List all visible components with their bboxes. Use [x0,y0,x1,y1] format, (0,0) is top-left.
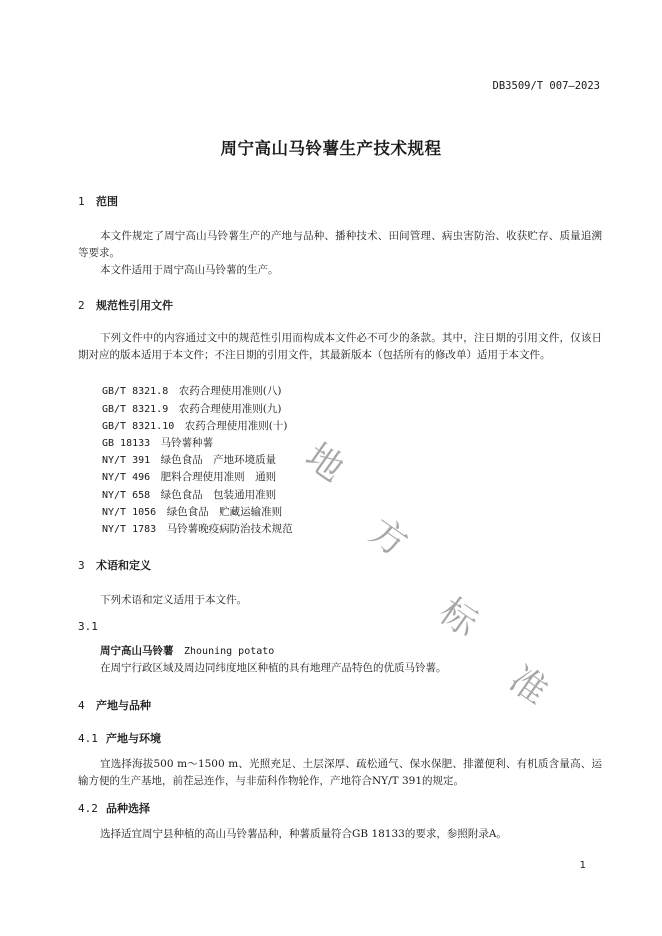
reference-item [102,418,287,433]
subsection-4-2-heading [78,800,150,816]
reference-code: NY/T 391 [102,455,151,466]
subsection-number: 4.2 [78,802,98,815]
section-title: 规范性引用文件 [96,299,173,312]
reference-item [102,469,276,484]
section-title: 范围 [96,195,118,208]
reference-title: 肥料合理使用准则 通则 [160,471,277,483]
watermark-char: 方 [361,510,415,566]
reference-code: GB/T 8321.8 [102,386,169,397]
reference-code: GB/T 8321.10 [102,421,175,432]
reference-item [102,504,282,519]
reference-code: GB/T 8321.9 [102,404,169,415]
term-heading [100,643,274,658]
subsection-4-1-paragraph: 宜选择海拔500 m～1500 m、光照充足、土层深厚、疏松通气、保水保肥、排灌便利、有机质含量高、运输方便的生产基地，前茬忌连作，与非茄科作物轮作，产地符合NY/T 391的规定。 [78,758,602,787]
term-clause-number: 3.1 [78,620,98,633]
section-2-heading [78,297,173,313]
section-title: 术语和定义 [96,559,151,572]
watermark-char: 标 [431,590,485,646]
section-number: 4 [78,699,85,712]
term-number [78,620,106,633]
reference-code: GB 18133 [102,438,151,449]
section-1-paragraph-2: 本文件适用于周宁高山马铃薯的生产。 [100,264,279,276]
subsection-number: 4.1 [78,732,98,745]
section-3-heading [78,557,151,573]
term-chinese: 周宁高山马铃薯 [100,645,174,657]
reference-title: 马铃薯晚疫病防治技术规范 [166,523,293,535]
section-number: 1 [78,195,85,208]
reference-title: 农药合理使用准则(八) [178,385,282,397]
reference-code: NY/T 1056 [102,507,157,518]
section-4-heading [78,697,151,713]
subsection-4-1-heading [78,730,161,746]
reference-code: NY/T 658 [102,490,151,501]
reference-code: NY/T 1783 [102,524,157,535]
section-1-paragraph-1: 本文件规定了周宁高山马铃薯生产的产地与品种、播种技术、田间管理、病虫害防治、收获贮存、质量追溯等要求。 [78,230,602,259]
reference-item [102,401,281,416]
page-number: 1 [579,860,586,871]
term-definition: 在周宁行政区域及周边同纬度地区种植的具有地理产品特色的优质马铃薯。 [100,662,447,674]
page-title: 周宁高山马铃薯生产技术规程 [220,139,442,158]
subsection-title: 产地与环境 [106,732,161,745]
subsection-4-2-paragraph: 选择适宜周宁县种植的高山马铃薯品种，种薯质量符合GB 18133的要求，参照附录A。 [100,828,507,840]
section-3-intro: 下列术语和定义适用于本文件。 [100,594,247,606]
subsection-title: 品种选择 [106,802,150,815]
watermark-char: 准 [501,658,555,714]
reference-title: 绿色食品 产地环境质量 [160,454,277,466]
reference-item [102,383,281,398]
reference-title: 农药合理使用准则(九) [178,403,282,415]
reference-item [102,487,276,502]
reference-title: 绿色食品 包装通用准则 [160,489,277,501]
reference-item [102,521,293,536]
document-code: DB3509/T 007—2023 [492,80,600,92]
reference-title: 马铃薯种薯 [160,437,214,449]
section-2-intro: 下列文件中的内容通过文中的规范性引用而构成本文件必不可少的条款。其中，注日期的引用文件，仅该日期对应的版本适用于本文件；不注日期的引用文件，其最新版本（包括所有的修改单）适用于本文件。 [78,332,602,361]
section-number: 3 [78,559,85,572]
section-1-heading [78,193,118,209]
reference-title: 绿色食品 贮藏运输准则 [166,506,283,518]
section-number: 2 [78,299,85,312]
reference-code: NY/T 496 [102,472,151,483]
reference-item [102,452,276,467]
reference-item [102,435,213,450]
reference-title: 农药合理使用准则(十) [184,420,288,432]
term-english: Zhouning potato [184,646,275,657]
section-title: 产地与品种 [96,699,151,712]
watermark-char: 地 [297,435,351,491]
